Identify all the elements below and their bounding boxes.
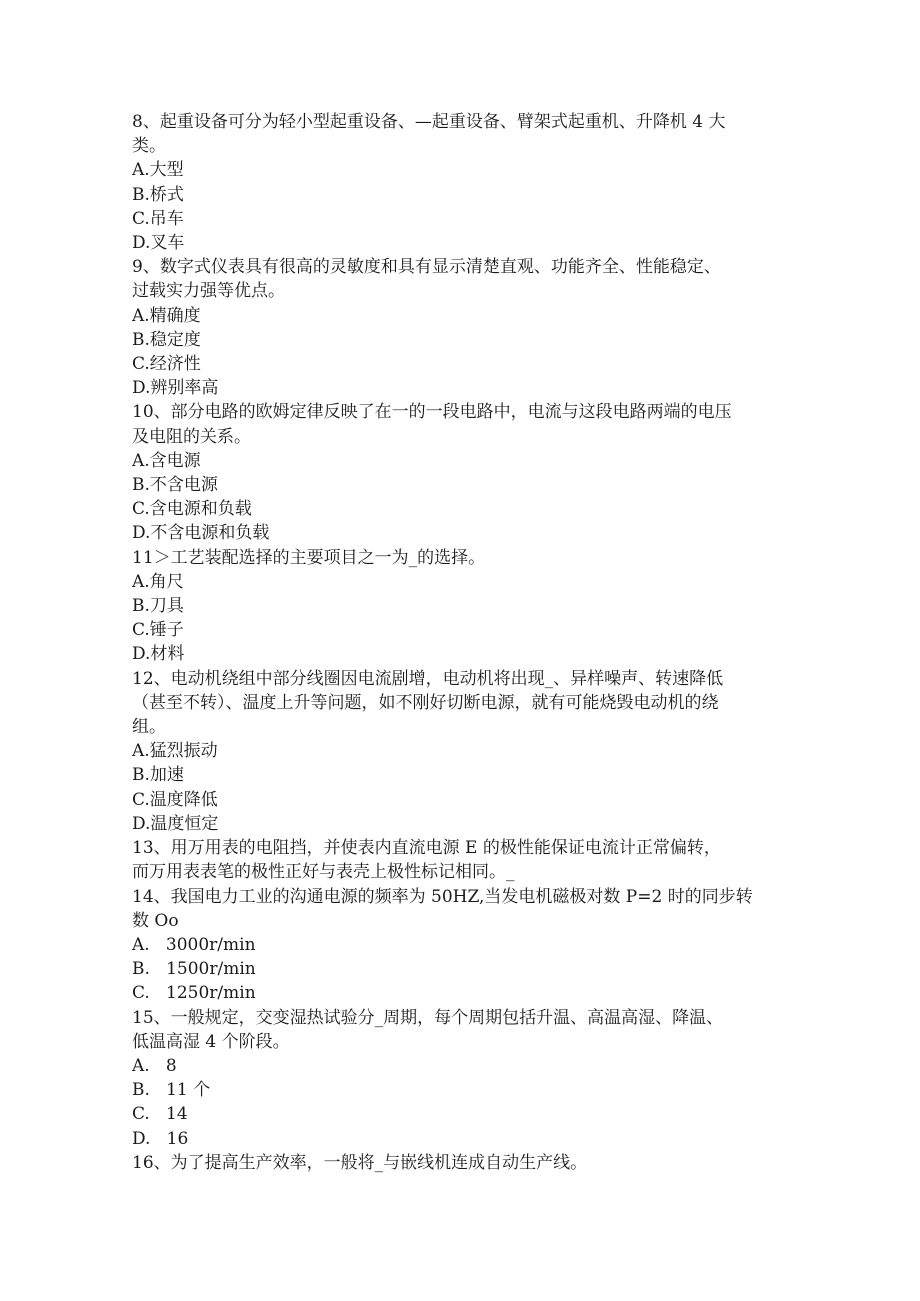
option-a: A. 3000r/min [132, 934, 256, 955]
question-stem: （甚至不转）、温度上升等问题，如不刚好切断电源，就有可能烧毁电动机的绕 [132, 692, 719, 713]
question-stem: 11＞工艺装配选择的主要项目之一为_的选择。 [132, 547, 486, 568]
option-b: B.稳定度 [132, 329, 201, 350]
option-a: A.含电源 [132, 450, 201, 471]
option-d: D.不含电源和负载 [132, 523, 270, 544]
question-stem: 组。 [132, 717, 166, 738]
option-c: C.经济性 [132, 354, 201, 375]
question-stem: 数 Oo [132, 910, 179, 931]
question-16 [132, 1151, 792, 1175]
option-c: C. 14 [132, 1104, 188, 1125]
option-c: C.吊车 [132, 208, 184, 229]
option-b: B. 11 个 [132, 1080, 211, 1101]
question-stem: 13、用万用表的电阻挡，并使表内直流电源 E 的极性能保证电流计正常偏转， [132, 838, 721, 859]
question-8 [132, 110, 792, 255]
question-stem: 16、为了提高生产效率，一般将_与嵌线机连成自动生产线。 [132, 1152, 588, 1173]
question-15 [132, 1006, 792, 1151]
option-a: A.精确度 [132, 305, 201, 326]
question-stem: 8、起重设备可分为轻小型起重设备、—起重设备、臂架式起重机、升降机 4 大 [132, 112, 726, 132]
option-b: B.不含电源 [132, 475, 218, 496]
option-a: A.大型 [132, 160, 184, 181]
option-d: D.辨别率高 [132, 378, 219, 399]
question-stem: 10、部分电路的欧姆定律反映了在一的一段电路中，电流与这段电路两端的电压 [132, 402, 732, 423]
question-12 [132, 667, 792, 836]
option-b: B.刀具 [132, 596, 184, 617]
option-d: D.叉车 [132, 233, 185, 254]
question-stem: 15、一般规定，交变湿热试验分_周期，每个周期包括升温、高温高湿、降温、 [132, 1007, 724, 1028]
question-stem: 而万用表表笔的极性正好与表壳上极性标记相同。_ [132, 862, 515, 883]
option-a: A.角尺 [132, 571, 184, 592]
question-stem: 14、我国电力工业的沟通电源的频率为 50HZ,当发电机磁极对数 P=2 时的同步转 [132, 886, 753, 907]
question-stem: 12、电动机绕组中部分线圈因电流剧增，电动机将出现_、异样噪声、转速降低 [132, 668, 724, 689]
question-10 [132, 400, 792, 545]
question-11 [132, 546, 792, 667]
document-page [132, 110, 792, 1175]
option-d: D. 16 [132, 1128, 189, 1149]
option-a: A. 8 [132, 1055, 177, 1076]
option-d: D.材料 [132, 644, 185, 665]
question-9 [132, 255, 792, 400]
option-c: C.温度降低 [132, 789, 218, 810]
question-stem: 9、数字式仪表具有很高的灵敏度和具有显示清楚直观、功能齐全、性能稳定、 [132, 257, 721, 278]
question-stem: 低温高湿 4 个阶段。 [132, 1031, 290, 1052]
question-13 [132, 836, 792, 884]
option-b: B.桥式 [132, 184, 184, 205]
question-stem: 过载实力强等优点。 [132, 281, 285, 302]
question-stem: 及电阻的关系。 [132, 426, 251, 447]
question-14 [132, 885, 792, 1006]
option-a: A.猛烈振动 [132, 741, 218, 762]
option-b: B.加速 [132, 765, 184, 786]
option-b: B. 1500r/min [132, 959, 256, 980]
question-stem: 类。 [132, 136, 166, 157]
option-c: C. 1250r/min [132, 983, 256, 1004]
option-c: C.含电源和负载 [132, 499, 252, 520]
option-d: D.温度恒定 [132, 813, 219, 834]
option-c: C.锤子 [132, 620, 184, 641]
